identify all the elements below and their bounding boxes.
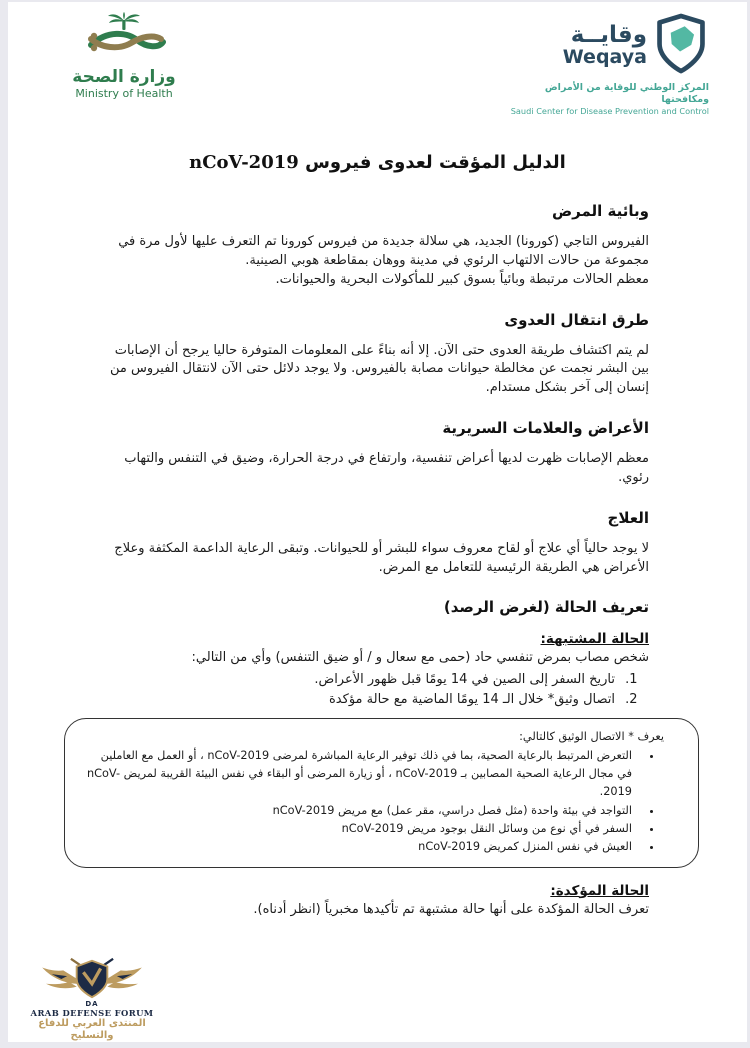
watermark-title-english: ARAB DEFENSE FORUM (30, 1007, 154, 1018)
close-contact-intro: يعرف * الاتصال الوثيق كالتالي: (519, 730, 664, 744)
weqaya-name-arabic: وقايــة (570, 22, 647, 49)
weqaya-shield-icon (653, 12, 709, 80)
section-heading-transmission: طرق انتقال العدوى (504, 310, 649, 329)
epidemiology-paragraph-1: الفيروس التاجي (كورونا) الجديد، هي سلالة جديدة من فيروس كورونا تم التعرف عليها لأول مرة في مجموعة من حالات الالتهاب الرئوي في مدينة ووهان بمقاطعة هوبي الصينية. (118, 234, 649, 268)
document-title: الدليل المؤقت لعدوى فيروس nCoV-2019 (189, 152, 566, 173)
palm-tree-emblem-icon (81, 49, 167, 68)
document-header (8, 2, 747, 114)
section-heading-case-definition: تعريف الحالة (لغرض الرصد) (443, 598, 649, 617)
close-contact-definition-box (64, 718, 699, 867)
ministry-of-health-logo (55, 12, 193, 100)
section-heading-epidemiology: وبائية المرض (551, 202, 649, 220)
weqaya-names (563, 24, 647, 68)
epidemiology-paragraph-2: معظم الحالات مرتبطة وبائياً بسوق كبير للمأكولات البحرية والحيوانات. (275, 271, 649, 287)
symptoms-paragraph: معظم الإصابات ظهرت لديها أعراض تنفسية، وارتفاع في درجة الحرارة، وضيق في التنفس والتهاب رئوي. (124, 451, 649, 485)
weqaya-logo (509, 12, 709, 116)
close-contact-bullet-list (85, 747, 664, 855)
close-contact-bullet: • التواجد في بيئة واحدة (مثل فصل دراسي، مقر عمل) مع مريض nCoV-2019 (85, 802, 640, 820)
suspected-case-intro: شخص مصاب بمرض تنفسي حاد (حمى مع سعال و / أو ضيق التنفس) وأي من التالي: (191, 650, 649, 666)
moh-title-arabic: وزارة الصحة (72, 67, 176, 87)
treatment-paragraph: لا يوجد حالياً أي علاج أو لقاح معروف سواء للبشر أو للحيوانات. وتبقى الرعاية الداعمة المكثفة وعلاج الأعراض هي الطريقة الرئيسية للتعامل مع المرض. (114, 540, 649, 575)
transmission-paragraph: لم يتم اكتشاف طريقة العدوى حتى الآن. إلا أنه بناءً على المعلومات المتوفرة حاليا يرجح أن الإصابات بين البشر نجمت عن مخالطة حيوانات مصابة بالفيروس. ولا يوجد دلائل حتى الآن لانتقال الفيروس من إنسان إلى آخر بشكل مستدام. (109, 342, 649, 396)
confirmed-case-heading: الحالة المؤكدة: (550, 882, 649, 899)
suspected-case-criterion: 1. تاريخ السفر إلى الصين في 14 يومًا قبل ظهور الأعراض. (106, 670, 621, 690)
weqaya-subtitles (509, 82, 709, 116)
suspected-case-criterion: 2. اتصال وثيق* خلال الـ 14 يومًا الماضية مع حالة مؤكدة (106, 690, 621, 710)
weqaya-logo-top (509, 12, 709, 80)
suspected-case-heading: الحالة المشتبهة: (540, 631, 649, 648)
watermark-title-arabic: المنتدى العربي للدفاع والتسليح (38, 1018, 146, 1041)
weqaya-subtitle-arabic: المركز الوطني للوقاية من الأمراض ومكافحتها (544, 82, 709, 105)
watermark-initials: DA (85, 999, 99, 1008)
suspected-case-criteria-list (106, 670, 649, 709)
section-heading-treatment: العلاج (607, 508, 649, 527)
close-contact-bullet: • التعرض المرتبط بالرعاية الصحية، بما في ذلك توفير الرعاية المباشرة لمرضى nCoV-2019 ، أو العمل مع العاملين في مجال الرعاية الصحية المصابين بـ nCoV-2019 ، أو زيارة المرضى أو البقاء في نفس البيئة القريبة لمريض nCoV-2019. (85, 747, 640, 801)
confirmed-case-text: تعرف الحالة المؤكدة على أنها حالة مشتبهة تم تأكيدها مخبرياً (انظر أدناه). (253, 901, 649, 917)
document-body (86, 202, 664, 920)
section-heading-symptoms: الأعراض والعلامات السريرية (442, 419, 649, 438)
close-contact-bullet: • العيش في نفس المنزل كمريض nCoV-2019 (85, 838, 640, 856)
weqaya-name-english: Weqaya (562, 46, 647, 69)
arab-defense-forum-watermark (26, 955, 158, 1043)
weqaya-subtitle-english: Saudi Center for Disease Prevention and Control (510, 105, 709, 116)
document-page (8, 2, 747, 1042)
close-contact-bullet: • السفر في أي نوع من وسائل النقل بوجود مريض nCoV-2019 (85, 820, 640, 838)
moh-title-english: Ministry of Health (75, 86, 173, 100)
